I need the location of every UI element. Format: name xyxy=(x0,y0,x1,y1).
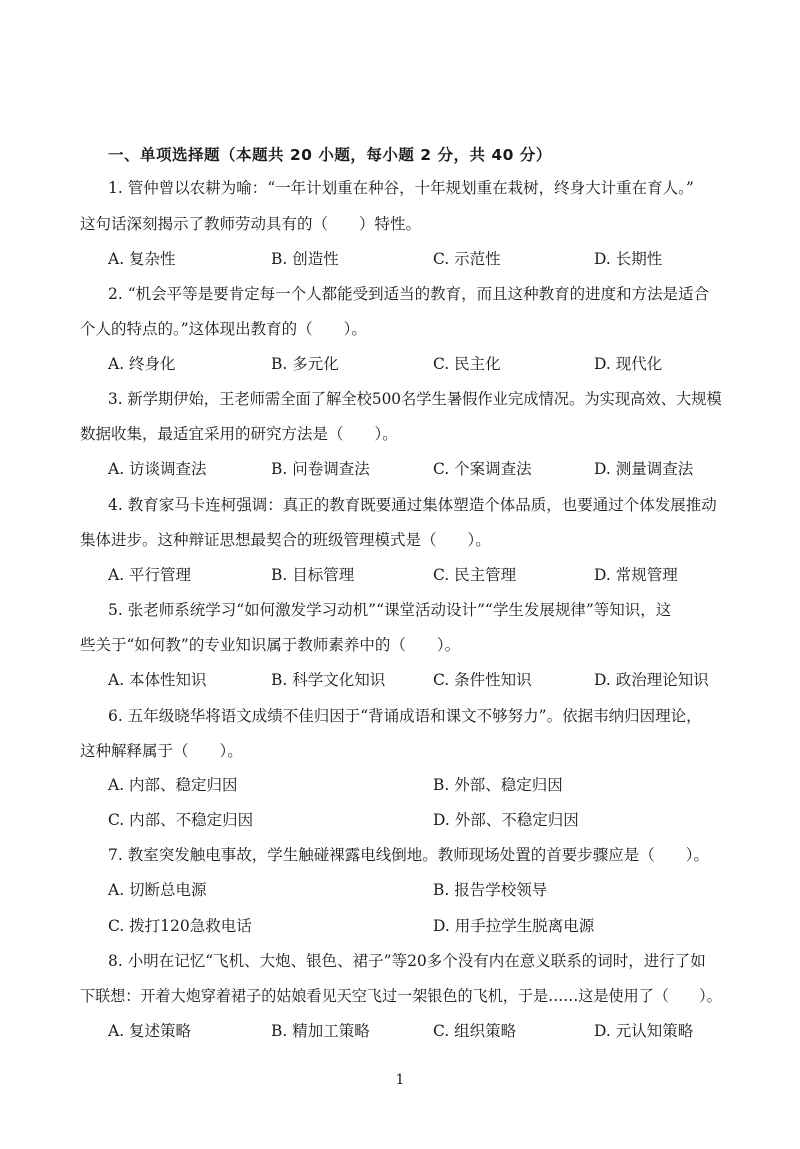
option-c[interactable]: C. 组织策略 xyxy=(433,1022,517,1040)
option-c[interactable]: C. 民主管理 xyxy=(433,566,517,584)
question-stem-line: 6. 五年级晓华将语文成绩不佳归因于“背诵成语和课文不够努力”。依据韦纳归因理论， xyxy=(108,707,702,725)
question-stem-line: 集体进步。这种辩证思想最契合的班级管理模式是（ ）。 xyxy=(80,531,491,549)
question-stem-line: 8. 小明在记忆“飞机、大炮、银色、裙子”等20多个没有内在意义联系的词时，进行了如 xyxy=(108,952,706,970)
option-a[interactable]: A. 切断总电源 xyxy=(108,881,207,899)
option-b[interactable]: B. 多元化 xyxy=(271,355,339,373)
question-stem-line: 1. 管仲曾以农耕为喻：“一年计划重在种谷，十年规划重在栽树，终身大计重在育人。” xyxy=(108,179,694,197)
option-b[interactable]: B. 科学文化知识 xyxy=(271,671,386,689)
option-b[interactable]: B. 报告学校领导 xyxy=(433,881,548,899)
question-stem-line: 5. 张老师系统学习“如何激发学习动机”“课堂活动设计”“学生发展规律”等知识，这 xyxy=(108,601,672,619)
option-b[interactable]: B. 创造性 xyxy=(271,250,339,268)
question-stem-line: 些关于“如何教”的专业知识属于教师素养中的（ ）。 xyxy=(80,636,461,654)
option-a[interactable]: A. 内部、稳定归因 xyxy=(108,776,238,794)
question-stem-line: 2. “机会平等是要肯定每一个人都能受到适当的教育，而且这种教育的进度和方法是适合 xyxy=(108,285,710,303)
question-stem-line: 数据收集，最适宜采用的研究方法是（ ）。 xyxy=(80,425,398,443)
option-d[interactable]: D. 用手拉学生脱离电源 xyxy=(433,917,595,935)
option-c[interactable]: C. 个案调查法 xyxy=(433,460,532,478)
option-d[interactable]: D. 政治理论知识 xyxy=(594,671,709,689)
option-a[interactable]: A. 复杂性 xyxy=(108,250,176,268)
section-title: 一、单项选择题（本题共 20 小题，每小题 2 分，共 40 分） xyxy=(108,146,552,164)
question-stem-line: 个人的特点的。”这体现出教育的（ ）。 xyxy=(80,320,367,338)
option-d[interactable]: D. 现代化 xyxy=(594,355,663,373)
page-number: 1 xyxy=(395,1072,405,1088)
question-stem-line: 这种解释属于（ ）。 xyxy=(80,742,243,760)
option-a[interactable]: A. 终身化 xyxy=(108,355,176,373)
option-b[interactable]: B. 问卷调查法 xyxy=(271,460,370,478)
question-stem-line: 7. 教室突发触电事故，学生触碰裸露电线倒地。教师现场处置的首要步骤应是（ ）。 xyxy=(108,846,709,864)
option-c[interactable]: C. 民主化 xyxy=(433,355,501,373)
question-stem-line: 下联想：开着大炮穿着裙子的姑娘看见天空飞过一架银色的飞机，于是……这是使用了（ ）。 xyxy=(80,987,722,1005)
option-b[interactable]: B. 目标管理 xyxy=(271,566,355,584)
question-stem-line: 4. 教育家马卡连柯强调：真正的教育既要通过集体塑造个体品质，也要通过个体发展推动 xyxy=(108,496,717,514)
option-b[interactable]: B. 外部、稳定归因 xyxy=(433,776,563,794)
option-a[interactable]: A. 平行管理 xyxy=(108,566,192,584)
option-a[interactable]: A. 复述策略 xyxy=(108,1022,192,1040)
question-stem-line: 3. 新学期伊始，王老师需全面了解全校500名学生暑假作业完成情况。为实现高效、大规模 xyxy=(108,390,722,408)
question-stem-line: 这句话深刻揭示了教师劳动具有的（ ）特性。 xyxy=(80,215,422,233)
option-d[interactable]: D. 外部、不稳定归因 xyxy=(433,811,579,829)
option-d[interactable]: D. 常规管理 xyxy=(594,566,678,584)
option-b[interactable]: B. 精加工策略 xyxy=(271,1022,370,1040)
option-c[interactable]: C. 示范性 xyxy=(433,250,501,268)
option-a[interactable]: A. 访谈调查法 xyxy=(108,460,207,478)
option-d[interactable]: D. 元认知策略 xyxy=(594,1022,694,1040)
option-c[interactable]: C. 拨打120急救电话 xyxy=(108,917,252,935)
option-d[interactable]: D. 测量调查法 xyxy=(594,460,694,478)
option-d[interactable]: D. 长期性 xyxy=(594,250,663,268)
option-a[interactable]: A. 本体性知识 xyxy=(108,671,207,689)
option-c[interactable]: C. 内部、不稳定归因 xyxy=(108,811,254,829)
option-c[interactable]: C. 条件性知识 xyxy=(433,671,532,689)
